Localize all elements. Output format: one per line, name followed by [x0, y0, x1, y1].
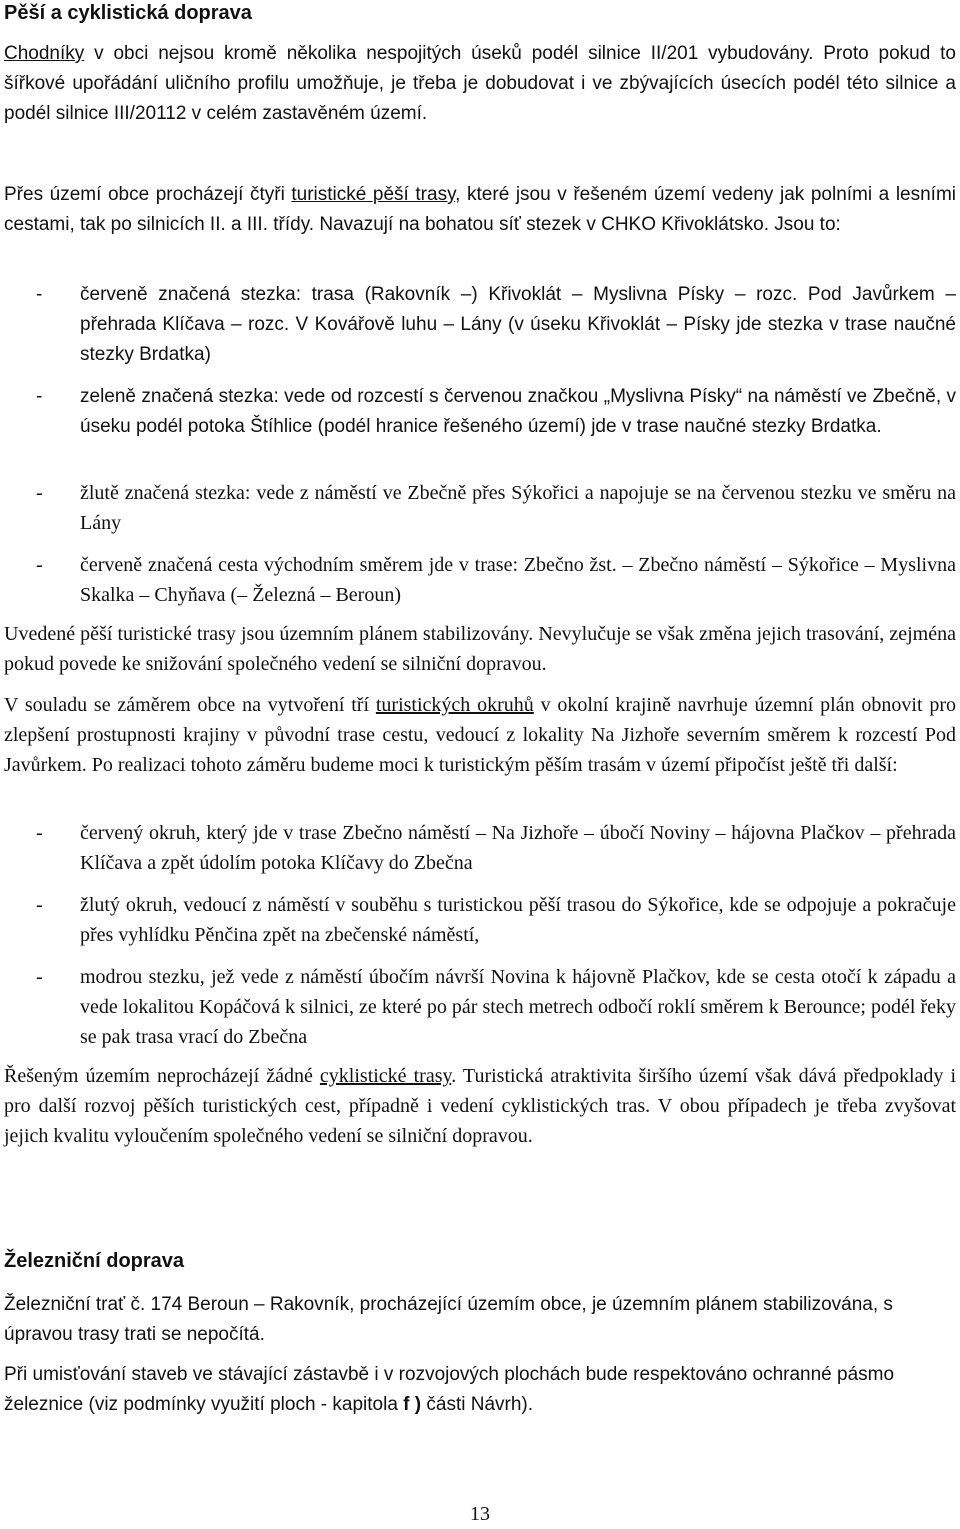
paragraph-circuits: V souladu se záměrem obce na vytvoření tří turistických okruhů v okolní krajině navrhuje územní plán obnovit pro zlepšení prostupnosti krajiny v původní trase cestu, vedoucí z lokality Na Jizhoře severním směrem k rozcestí Pod Javůrkem. Po realizaci tohoto záměru budeme moci k turistickým pěším trasám v území připočíst ještě tři další:: [4, 694, 957, 776]
list-item: - zeleně značená stezka: vede od rozcestí s červenou značkou „Myslivna Písky“ na náměstí ve Zbečně, v úseku podél potoka Štíhlice (podél hranice řešeného území) jde v trase naučné stezky Brdatka.: [36, 386, 956, 437]
link-turisticke-pesi-trasy[interactable]: turistické pěší trasy: [291, 184, 456, 205]
link-chodniky[interactable]: Chodníky: [4, 43, 85, 64]
circuit-list: [4, 818, 956, 1052]
page-number: 13: [470, 1503, 490, 1525]
link-turistickych-okruhu[interactable]: turistických okruhů: [375, 694, 534, 716]
paragraph-railway-protection: Při umisťování staveb ve stávající zástavbě i v rozvojových plochách bude respektováno ochranné pásmo železnice (viz podmínky využití ploch - kapitola f ) části Návrh).: [4, 1364, 895, 1415]
list-item: - žlutě značená stezka: vede z náměstí ve Zbečně přes Sýkořici a napojuje se na červenou stezku ve směru na Lány: [36, 482, 956, 534]
list-item: - červeně značená cesta východním směrem jde v trase: Zbečno žst. – Zbečno náměstí – Sýkořice – Myslivna Skalka – Chyňava (– Železná – Beroun): [36, 554, 956, 606]
paragraph-cycling: Řešeným územím neprocházejí žádné cyklistické trasy. Turistická atraktivita širšího území však dává předpoklady i pro další rozvoj pěších turistických cest, případně i vedení cyklistických tras. V obou případech je třeba zvyšovat jejich kvalitu vyloučením společného vedení se silniční dopravou.: [4, 1065, 956, 1147]
link-cyklisticke-trasy[interactable]: cyklistické trasy: [319, 1065, 452, 1087]
paragraph-stabilized: Uvedené pěší turistické trasy jsou územním plánem stabilizovány. Nevylučuje se však změna jejich trasování, zejména pokud povede ke snižování společného vedení se silniční dopravou.: [4, 623, 956, 675]
trail-list: [4, 280, 956, 442]
section-heading-pedestrian: Pěší a cyklistická doprava: [4, 2, 252, 24]
paragraph-sidewalks: Chodníky v obci nejsou kromě několika nespojitých úseků podél silnice II/201 vybudovány. Proto pokud to šířkové upořádání uličního profilu umožňuje, je třeba je dobudovat i ve zbývajících úsecích podél této silnice a podél silnice III/20112 v celém zastavěném území.: [4, 43, 956, 124]
paragraph-hiking-trails: Přes území obce procházejí čtyři turistické pěší trasy, které jsou v řešeném území vedeny jak polními a lesními cestami, tak po silnicích II. a III. třídy. Navazují na bohatou síť stezek v CHKO Křivoklátsko. Jsou to:: [4, 184, 956, 235]
paragraph-railway-line: Železniční trať č. 174 Beroun – Rakovník, procházející územím obce, je územním plánem stabilizována, s úpravou trasy trati se nepočítá.: [4, 1294, 893, 1345]
trail-list-serif: [4, 478, 956, 610]
list-item: - žlutý okruh, vedoucí z náměstí v souběhu s turistickou pěší trasou do Sýkořice, kde se odpojuje a pokračuje přes vyhlídku Pěnčina zpět na zbečenské náměstí,: [36, 894, 956, 946]
list-item: - červeně značená stezka: trasa (Rakovník –) Křivoklát – Myslivna Písky – rozc. Pod Javůrkem – přehrada Klíčava – rozc. V Kovářově luhu – Lány (v úseku Křivoklát – Písky jde stezka v trase naučné stezky Brdatka): [36, 284, 956, 365]
list-item: - modrou stezku, jež vede z náměstí úbočím návrší Novina k hájovně Plačkov, kde se cesta otočí k západu a vede lokalitou Kopáčová k silnici, ze které po pár stech metrech odbočí roklí směrem k Berounce; podél řeky se pak trasa vrací do Zbečna: [36, 966, 956, 1048]
section-heading-railway: Železniční doprava: [4, 1250, 185, 1272]
list-item: - červený okruh, který jde v trase Zbečno náměstí – Na Jizhoře – úbočí Noviny – hájovna Plačkov – přehrada Klíčava a zpět údolím potoka Klíčavy do Zbečna: [36, 822, 956, 874]
